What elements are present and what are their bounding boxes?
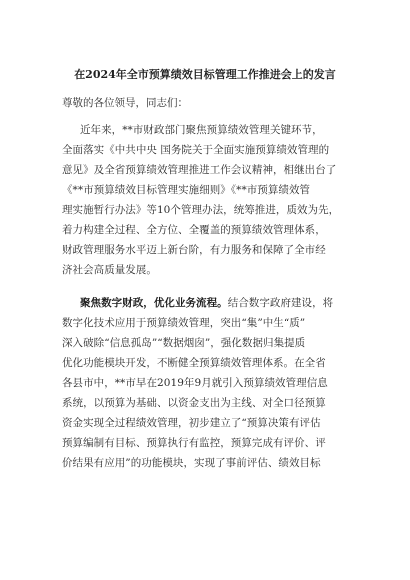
paragraph-1-line: 着力构建全过程、全方位、全覆盖的预算绩效管理体系，	[62, 224, 326, 236]
paragraph-2-line: 预算编制有目标、预算执行有监控，预算完成有评价、评	[62, 437, 326, 449]
paragraph-1-line: 财政管理服务水平迈上新台阶，有力服务和保障了全市经	[62, 244, 326, 256]
paragraph-1-line: 全面落实《中共中央 国务院关于全面实施预算绩效管理的	[62, 144, 330, 156]
paragraph-1-line: 济社会高质量发展。	[62, 264, 157, 276]
paragraph-1-line: 近年来，**市财政部门聚焦预算绩效管理关键环节，	[80, 124, 323, 136]
paragraph-1-line: 理实施暂行办法》等10个管理办法，统筹推进，质效为先，	[62, 204, 340, 216]
paragraph-1-line: 《**市预算绩效目标管理实施细则》《**市预算绩效管	[62, 184, 311, 196]
paragraph-2-first-line-rest: 结合数字政府建设，将	[227, 297, 334, 309]
paragraph-2-first-line	[80, 296, 333, 310]
document-title: 在2024年全市预算绩效目标管理工作推进会上的发言	[74, 68, 336, 81]
paragraph-2-line: 深入破除“信息孤岛”“数据烟囱”，强化数据归集提质	[62, 337, 306, 349]
paragraph-2-line: 数字化技术应用于预算绩效管理，突出“集”中生“质”	[62, 317, 306, 329]
paragraph-2-line: 优化功能模块开发，不断健全预算绩效管理体系。在全省	[62, 357, 326, 369]
paragraph-2-line: 资金实现全过程绩效管理，初步建立了“预算决策有评估	[62, 417, 321, 429]
paragraph-2-line: 各县市中，**市早在2019年9月就引入预算绩效管理信息	[62, 377, 328, 389]
salutation: 尊敬的各位领导，同志们：	[62, 97, 188, 109]
paragraph-2-line: 系统，以预算为基础、以资金支出为主线、对全口径预算	[62, 397, 326, 409]
paragraph-2-line: 价结果有应用”的功能模块，实现了事前评估、绩效目标	[62, 457, 321, 469]
paragraph-1-line: 意见》及全省预算绩效管理推进工作会议精神，相继出台了	[62, 164, 337, 176]
paragraph-2-heading: 聚焦数字财政，优化业务流程。	[80, 297, 228, 309]
